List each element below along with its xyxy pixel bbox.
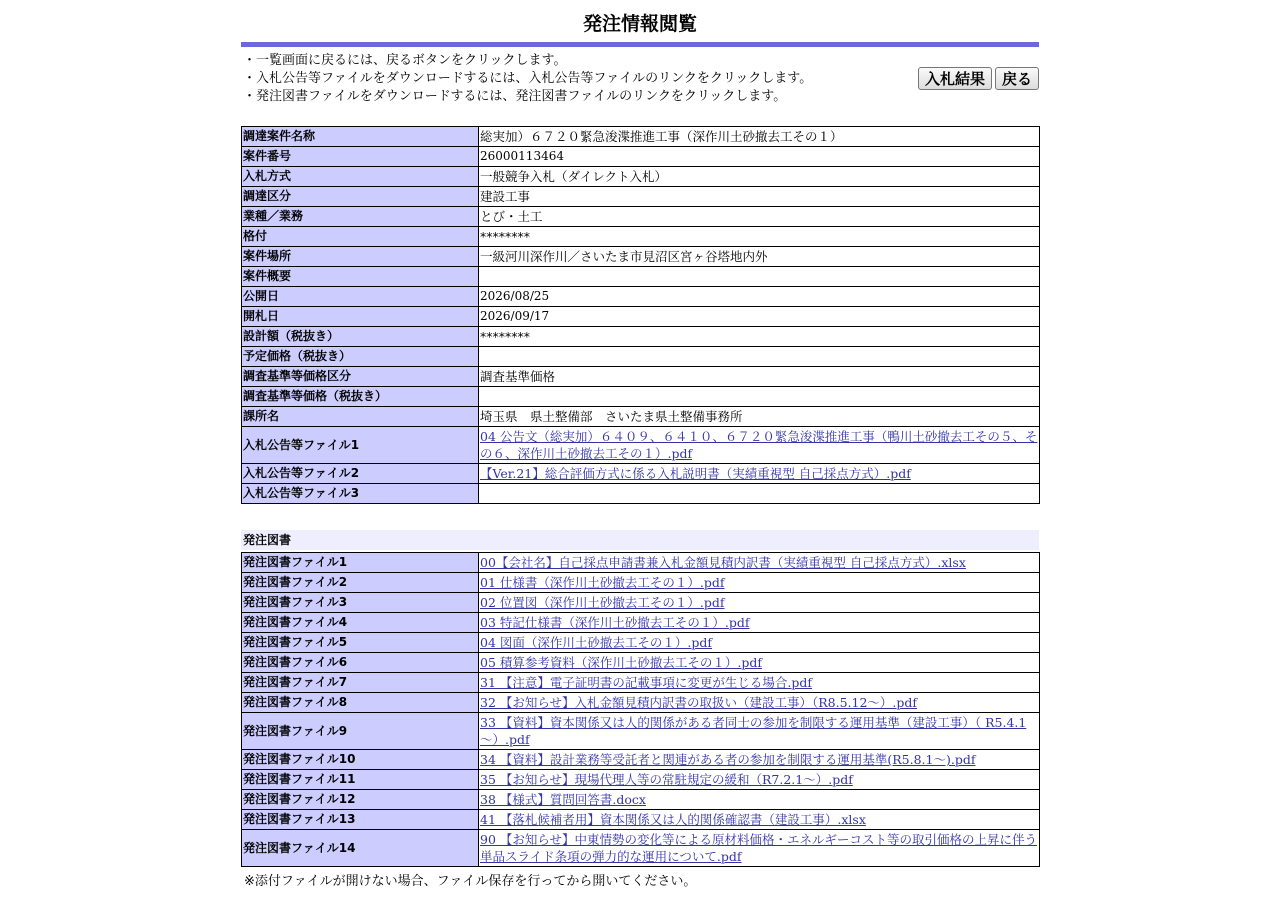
- footer-note: ※添付ファイルが開けない場合、ファイル保存を行ってから開いてください。: [244, 874, 697, 889]
- field-label: 設計額（税抜き）: [242, 327, 479, 347]
- field-value: [479, 267, 1040, 287]
- field-value: 建設工事: [479, 187, 1040, 207]
- document-files-table: [241, 552, 1040, 867]
- doc-file-cell: [479, 790, 1040, 810]
- notice-file-cell: [479, 484, 1040, 504]
- doc-file-link[interactable]: 05 積算参考資料（深作川土砂撤去工その１）.pdf: [480, 655, 762, 670]
- notice-file-link[interactable]: 【Ver.21】総合評価方式に係る入札説明書（実績重視型 自己採点方式）.pdf: [480, 466, 911, 481]
- doc-file-link[interactable]: 03 特記仕様書（深作川土砂撤去工その１）.pdf: [480, 615, 750, 630]
- back-button[interactable]: 戻る: [995, 67, 1039, 90]
- doc-file-link[interactable]: 33 【資料】資本関係又は人的関係がある者同士の参加を制限する運用基準（建設工事）（ R5.4.1～）.pdf: [480, 715, 1027, 747]
- doc-file-label: 発注図書ファイル9: [242, 713, 479, 750]
- table-row: [242, 247, 1040, 267]
- field-value: 総実加）６７２０緊急浚渫推進工事（深作川土砂撤去工その１）: [479, 127, 1040, 147]
- doc-file-cell: [479, 573, 1040, 593]
- table-row: [242, 367, 1040, 387]
- doc-file-cell: [479, 750, 1040, 770]
- table-row: [242, 307, 1040, 327]
- doc-file-label: 発注図書ファイル4: [242, 613, 479, 633]
- doc-file-cell: [479, 810, 1040, 830]
- field-label: 入札方式: [242, 167, 479, 187]
- doc-file-label: 発注図書ファイル14: [242, 830, 479, 867]
- table-row: [242, 790, 1040, 810]
- table-row: [242, 770, 1040, 790]
- field-value: 一級河川深作川／さいたま市見沼区宮ヶ谷塔地内外: [479, 247, 1040, 267]
- table-row: [242, 464, 1040, 484]
- notice-file-cell: [479, 464, 1040, 484]
- notice-file-label: 入札公告等ファイル2: [242, 464, 479, 484]
- table-row: [242, 693, 1040, 713]
- field-label: 予定価格（税抜き）: [242, 347, 479, 367]
- doc-file-link[interactable]: 38 【様式】質問回答書.docx: [480, 792, 646, 807]
- field-value: ********: [479, 227, 1040, 247]
- field-label: 課所名: [242, 407, 479, 427]
- table-row: [242, 553, 1040, 573]
- instructions: [243, 52, 812, 106]
- doc-file-label: 発注図書ファイル8: [242, 693, 479, 713]
- field-label: 調査基準等価格区分: [242, 367, 479, 387]
- field-value: 埼玉県 県土整備部 さいたま県土整備事務所: [479, 407, 1040, 427]
- doc-file-cell: [479, 553, 1040, 573]
- table-row: [242, 407, 1040, 427]
- doc-file-label: 発注図書ファイル1: [242, 553, 479, 573]
- doc-file-link[interactable]: 01 仕様書（深作川土砂撤去工その１）.pdf: [480, 575, 725, 590]
- instruction-line: ・入札公告等ファイルをダウンロードするには、入札公告等ファイルのリンクをクリックします。: [243, 71, 813, 86]
- table-row: [242, 267, 1040, 287]
- table-row: [242, 750, 1040, 770]
- field-value: [479, 347, 1040, 367]
- action-buttons: [918, 67, 1039, 90]
- table-row: [242, 830, 1040, 867]
- doc-file-link[interactable]: 35 【お知らせ】現場代理人等の常駐規定の緩和（R7.2.1～）.pdf: [480, 772, 853, 787]
- doc-file-cell: [479, 830, 1040, 867]
- table-row: [242, 227, 1040, 247]
- doc-file-label: 発注図書ファイル13: [242, 810, 479, 830]
- table-row: [242, 573, 1040, 593]
- doc-file-cell: [479, 673, 1040, 693]
- notice-file-link[interactable]: 04 公告文（総実加）６４０９、６４１０、６７２０緊急浚渫推進工事（鴨川土砂撤去工その５、その６、深作川土砂撤去工その１）.pdf: [480, 429, 1038, 461]
- field-value: 2026/08/25: [479, 287, 1040, 307]
- field-label: 業種／業務: [242, 207, 479, 227]
- table-row: [242, 593, 1040, 613]
- table-row: [242, 613, 1040, 633]
- table-row: [242, 187, 1040, 207]
- field-value: 26000113464: [479, 147, 1040, 167]
- field-label: 案件場所: [242, 247, 479, 267]
- doc-file-label: 発注図書ファイル5: [242, 633, 479, 653]
- doc-file-link[interactable]: 41 【落札候補者用】資本関係又は人的関係確認書（建設工事）.xlsx: [480, 812, 866, 827]
- doc-file-cell: [479, 593, 1040, 613]
- field-label: 調達案件名称: [242, 127, 479, 147]
- doc-file-cell: [479, 633, 1040, 653]
- doc-file-cell: [479, 653, 1040, 673]
- section-title: 発注図書: [241, 530, 1039, 550]
- doc-file-cell: [479, 770, 1040, 790]
- table-row: [242, 287, 1040, 307]
- table-row: [242, 810, 1040, 830]
- field-value: ********: [479, 327, 1040, 347]
- field-label: 調達区分: [242, 187, 479, 207]
- table-row: [242, 167, 1040, 187]
- doc-file-label: 発注図書ファイル6: [242, 653, 479, 673]
- doc-file-link[interactable]: 32 【お知らせ】入札金額見積内訳書の取扱い（建設工事）（R8.5.12～）.pdf: [480, 695, 918, 710]
- field-label: 公開日: [242, 287, 479, 307]
- project-info-table: [241, 126, 1040, 504]
- table-row: [242, 427, 1040, 464]
- field-label: 調査基準等価格（税抜き）: [242, 387, 479, 407]
- doc-file-label: 発注図書ファイル10: [242, 750, 479, 770]
- field-value: [479, 387, 1040, 407]
- table-row: [242, 484, 1040, 504]
- doc-file-cell: [479, 713, 1040, 750]
- table-row: [242, 633, 1040, 653]
- doc-file-label: 発注図書ファイル11: [242, 770, 479, 790]
- field-value: 調査基準価格: [479, 367, 1040, 387]
- field-value: 一般競争入札（ダイレクト入札）: [479, 167, 1040, 187]
- field-value: 2026/09/17: [479, 307, 1040, 327]
- doc-file-label: 発注図書ファイル7: [242, 673, 479, 693]
- doc-file-cell: [479, 693, 1040, 713]
- table-row: [242, 653, 1040, 673]
- title-divider: [241, 42, 1039, 47]
- page-title: 発注情報閲覧: [582, 13, 697, 35]
- table-row: [242, 673, 1040, 693]
- doc-file-link[interactable]: 34 【資料】設計業務等受託者と関連がある者の参加を制限する運用基準(R5.8.1～).pdf: [480, 752, 976, 767]
- table-row: [242, 347, 1040, 367]
- notice-file-label: 入札公告等ファイル1: [242, 427, 479, 464]
- table-row: [242, 207, 1040, 227]
- doc-file-link[interactable]: 04 図面（深作川土砂撤去工その１）.pdf: [480, 635, 712, 650]
- field-label: 開札日: [242, 307, 479, 327]
- field-label: 格付: [242, 227, 479, 247]
- instruction-line: ・一覧画面に戻るには、戻るボタンをクリックします。: [243, 53, 567, 68]
- doc-file-link[interactable]: 00【会社名】自己採点申請書兼入札金額見積内訳書（実績重視型 自己採点方式）.xlsx: [480, 555, 966, 570]
- field-value: とび・土工: [479, 207, 1040, 227]
- notice-file-cell: [479, 427, 1040, 464]
- doc-file-link[interactable]: 31 【注意】電子証明書の記載事項に変更が生じる場合.pdf: [480, 675, 812, 690]
- doc-file-cell: [479, 613, 1040, 633]
- doc-file-link[interactable]: 90 【お知らせ】中東情勢の変化等による原材料価格・エネルギーコスト等の取引価格の上昇に伴う単品スライド条項の弾力的な運用について.pdf: [480, 832, 1038, 864]
- field-label: 案件番号: [242, 147, 479, 167]
- table-row: [242, 387, 1040, 407]
- table-row: [242, 713, 1040, 750]
- doc-file-label: 発注図書ファイル2: [242, 573, 479, 593]
- table-row: [242, 327, 1040, 347]
- notice-file-label: 入札公告等ファイル3: [242, 484, 479, 504]
- doc-file-label: 発注図書ファイル3: [242, 593, 479, 613]
- field-label: 案件概要: [242, 267, 479, 287]
- doc-file-label: 発注図書ファイル12: [242, 790, 479, 810]
- instruction-line: ・発注図書ファイルをダウンロードするには、発注図書ファイルのリンクをクリックします。: [243, 89, 787, 104]
- table-row: [242, 147, 1040, 167]
- bid-result-button[interactable]: 入札結果: [918, 67, 992, 90]
- doc-file-link[interactable]: 02 位置図（深作川土砂撤去工その１）.pdf: [480, 595, 725, 610]
- table-row: [242, 127, 1040, 147]
